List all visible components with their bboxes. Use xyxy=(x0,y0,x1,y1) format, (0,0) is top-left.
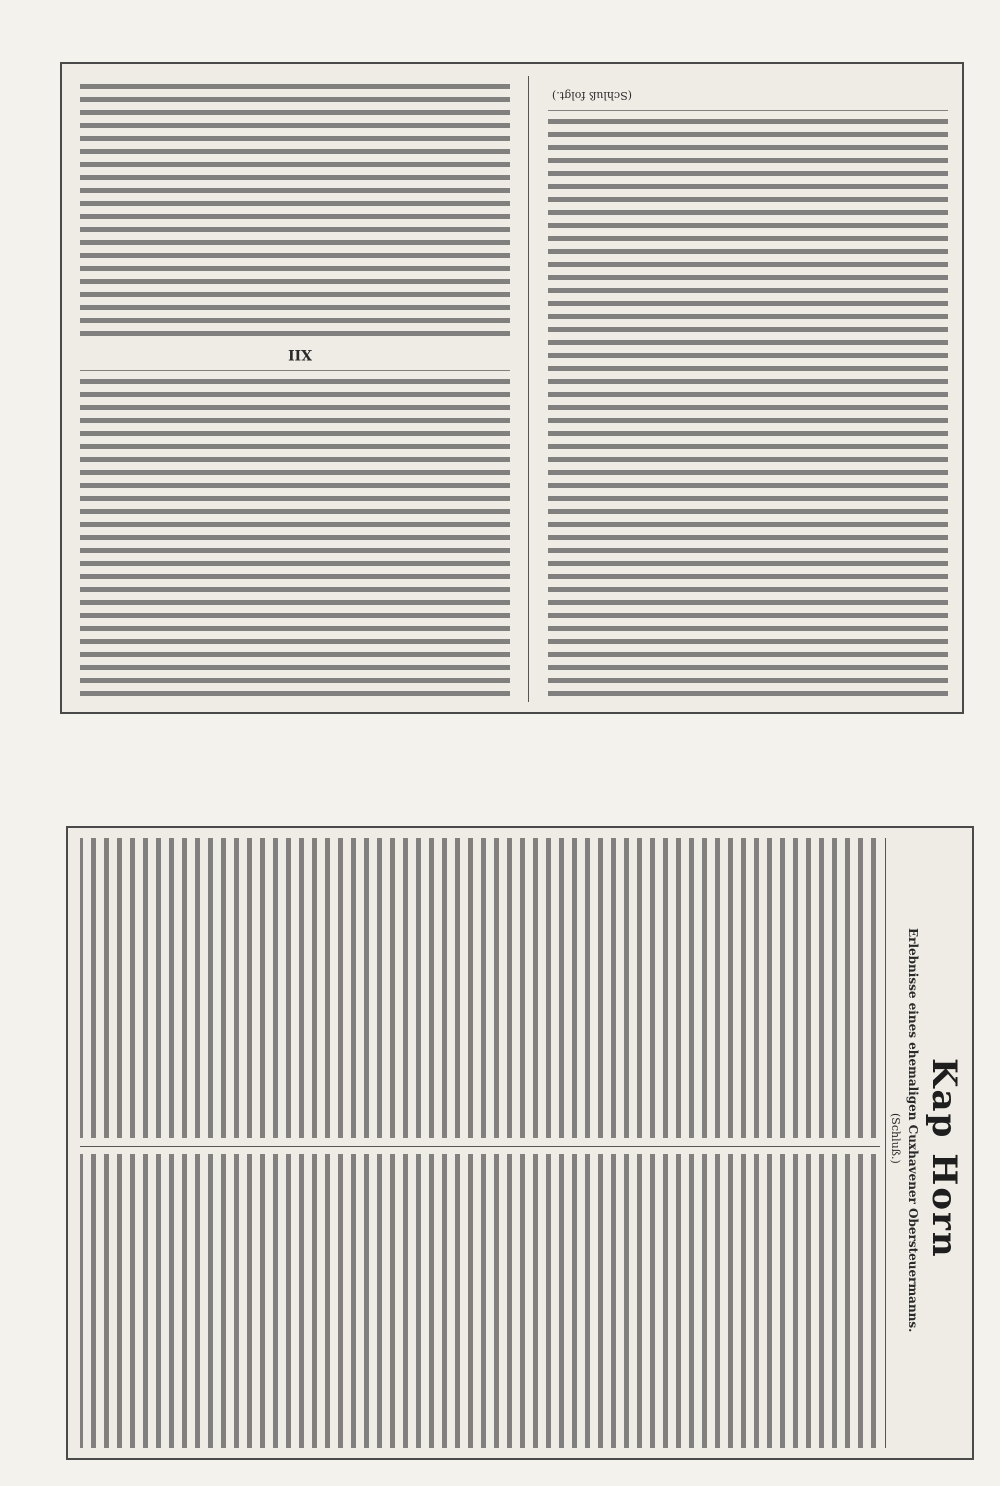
bottom-article-column-1 xyxy=(80,838,880,1138)
article-title: Kap Horn xyxy=(924,1058,964,1259)
top-article-column-2b xyxy=(80,78,510,340)
section-number: XII xyxy=(288,346,312,362)
top-article-panel xyxy=(60,62,964,714)
top-article-rotated xyxy=(62,64,962,712)
continuation-note: (Schluß folgt.) xyxy=(552,89,632,102)
article-subtitle-note: (Schluß.) xyxy=(889,1113,902,1164)
bottom-article-panel xyxy=(66,826,974,1460)
headline-divider xyxy=(885,838,886,1448)
bottom-article-rotated xyxy=(68,828,972,1458)
column-divider xyxy=(528,76,529,702)
column-divider-bottom xyxy=(80,1146,880,1147)
article-subtitle: Erlebnisse eines ehemaligen Cuxhavener Obersteuermanns. xyxy=(906,928,920,1333)
bottom-article-column-2 xyxy=(80,1154,880,1448)
top-article-column-1 xyxy=(548,110,948,700)
top-article-column-2 xyxy=(80,370,510,700)
